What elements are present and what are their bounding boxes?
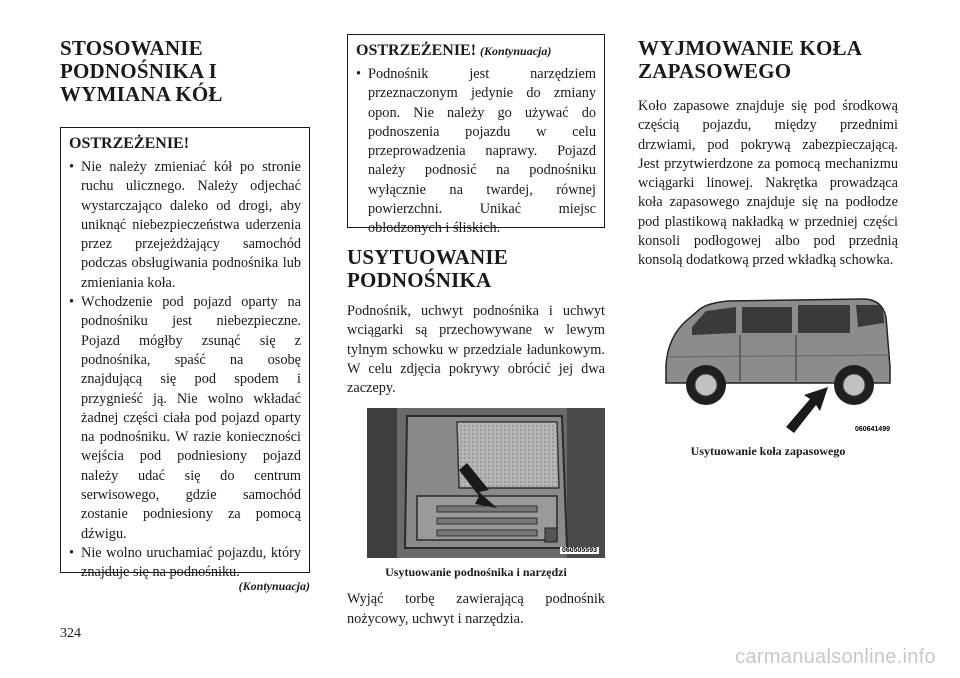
body-paragraph: Koło zapasowe znajduje się pod środkową częścią pojazdu, między przednimi drzwiami, pod pokrywą zabezpieczającą. Jest przytwierdzone za pomocą mechanizmu wciągarki linowej. Nakrętka prowadząca koła zapasowego znajduje się na podłodze pod plastikową nakładką w przedniej części konsoli podłogowej albo pod przednią konsolą dodatkową przed wkładką schowka. [638,98,898,269]
warning-item: • Nie należy zmieniać kół po stronie ruchu ulicznego. Należy odjechać wystarczająco daleko od drogi, aby uniknąć niebezpieczeństwa uderzenia przez przejeżdżający samochód podczas obsługiwania podnośnika lub zmieniania koła. [69,158,301,293]
warning-box-continued [347,34,605,237]
image-code: 060641499 [854,425,890,433]
jack-location-image [367,408,605,558]
figure-caption: Usytuowanie podnośnika i narzędzi [385,565,567,580]
column-right [638,0,898,459]
minivan-illustration [658,287,898,437]
warning-list [356,65,596,239]
page-number: 324 [60,626,81,641]
section-heading-jack-location: USYTUOWANIE PODNOŚNIKA [347,245,508,292]
image-code: 060505593 [561,547,597,555]
warning-box [60,127,310,581]
warning-title: OSTRZEŻENIE! (Kontynuacja) [356,42,552,59]
column-left [60,0,310,594]
warning-title-suffix: (Kontynuacja) [480,44,552,58]
warning-item: • Podnośnik jest narzędziem przeznaczonym jedynie do zmiany opon. Nie należy go używać do podnoszenia pojazdu w celu przeprowadzenia naprawy. Pojazd należy podnosić na podnośniku wyłącznie na twardej, równej powierzchni. Unikać miejsc oblodzonych i śliskich. [356,65,596,239]
section-heading-jack-use: STOSOWANIE PODNOŚNIKA I WYMIANA KÓŁ [60,36,223,106]
warning-list [69,158,301,583]
warning-item: • Nie wolno uruchamiać pojazdu, który znajduje się na podnośniku. [69,544,301,583]
section-heading-spare-removal: WYJMOWANIE KOŁA ZAPASOWEGO [638,36,863,83]
watermark: carmanualsonline.info [735,646,936,668]
spare-wheel-location-image [658,287,898,437]
figure-caption: Usytuowanie koła zapasowego [690,443,846,458]
continued-note: (Kontynuacja) [238,579,310,593]
warning-title: OSTRZEŻENIE! [69,135,190,152]
body-paragraph: Podnośnik, uchwyt podnośnika i uchwyt wciągarki są przechowywane w lewym tylnym schowku w przedziale ładunkowym. W celu zdjęcia pokrywy obrócić jej dwa zaczepy. [347,303,605,397]
cargo-compartment-illustration [367,408,605,558]
body-paragraph: Wyjąć torbę zawierającą podnośnik nożycowy, uchwyt i narzędzia. [347,591,605,627]
column-middle [347,0,605,629]
warning-item: • Wchodzenie pod pojazd oparty na podnośniku jest niebezpieczne. Pojazd mógłby zsunąć się z podnośnika, spaść na osobę znajdującą się pod spodem i przygnieść ją. Nie wolno wkładać żadnej części ciała pod pojazd oparty na podnośniku. W razie konieczności wejścia pod podniesiony pojazd należy udać się do centrum serwisowego, gdzie samochód zostanie podniesiony za pomocą dźwigu. [69,293,301,544]
